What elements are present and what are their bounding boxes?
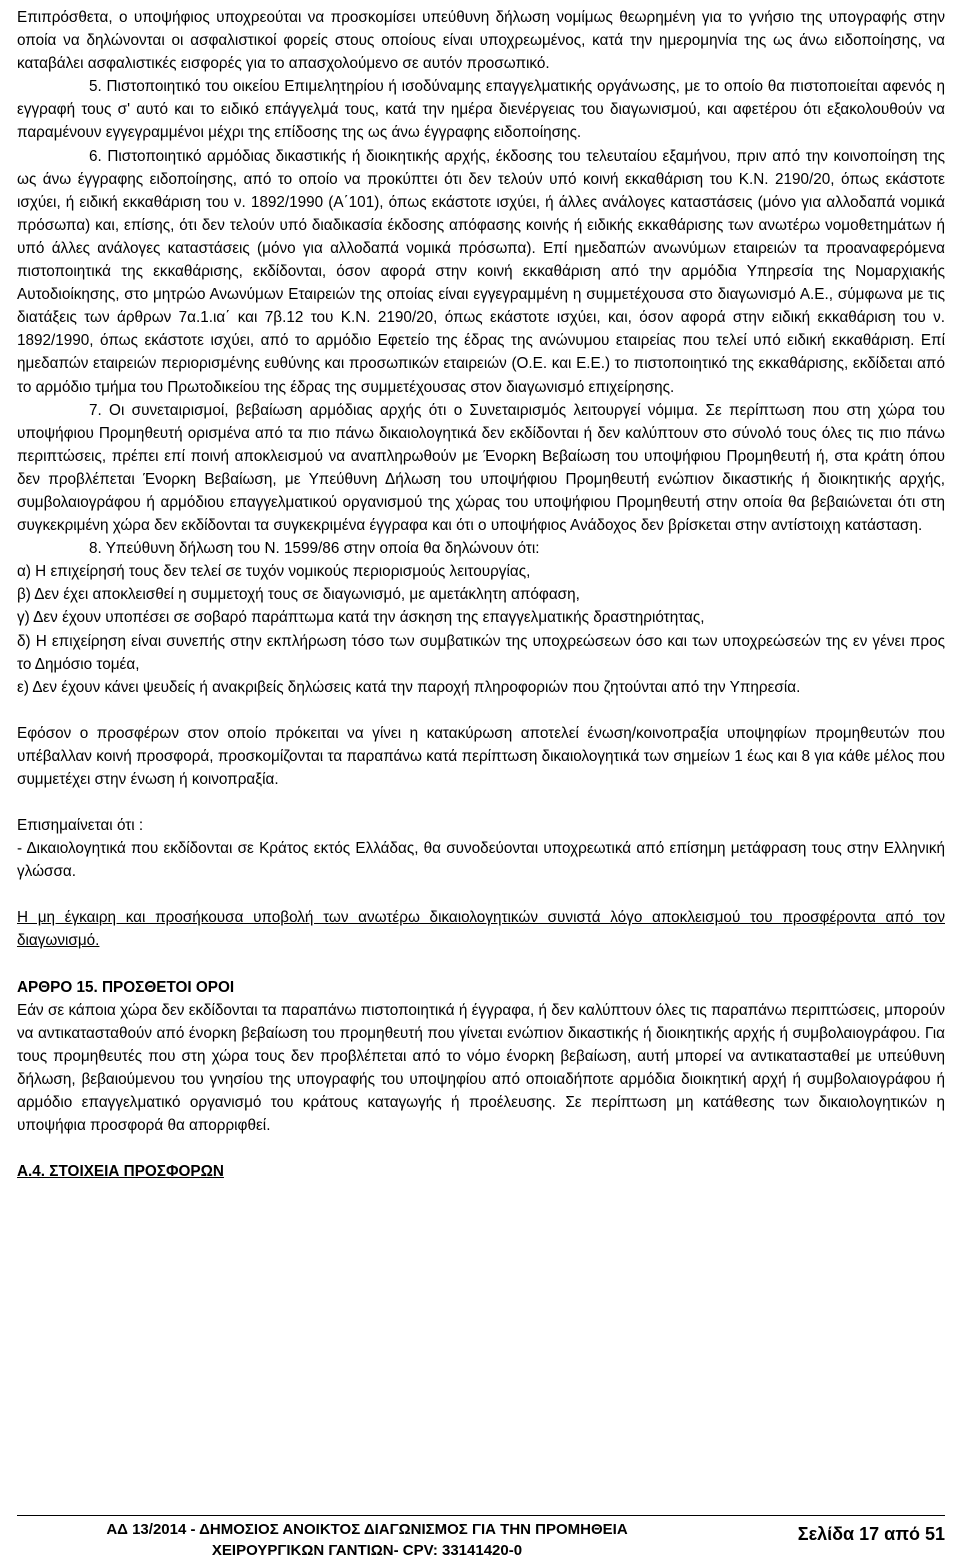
paragraph-item-6: 6. Πιστοποιητικό αρμόδιας δικαστικής ή διοικητικής αρχής, έκδοσης του τελευταίου εξαμήνου, πριν από την κοινοποίηση της ως άνω έγγραφης ειδοποίησης, από το οποίο να προκύπτει ότι δεν τελούν υπό κοινή εκκαθάριση του Κ.Ν. 2190/20, όπως εκάστοτε ισχύει, ή ειδική εκκαθάριση του ν. 1892/1990 (Α΄101), όπως εκάστοτε ισχύει, ή άλλες ανάλογες καταστάσεις (μόνο για αλλοδαπά νομικά πρόσωπα) και, επίσης, ότι δεν τελούν υπό διαδικασία έκδοσης απόφασης κοινής ή ειδικής εκκαθάρισης των ανωτέρω νομοθετημάτων ή υπό άλλες ανάλογες καταστάσεις (μόνο για αλλοδαπά νομικά πρόσωπα). Επί ημεδαπών ανωνύμων εταιρειών τα προαναφερόμενα πιστοποιητικά της εκκαθάρισης, εκδίδονται, όσον αφορά στην κοινή εκκαθάριση από την αρμόδια Υπηρεσία της Νομαρχιακής Αυτοδιοίκησης, στο μητρώο Ανωνύμων Εταιρειών της οποίας είναι εγγεγραμμένη η συμμετέχουσα στο διαγωνισμό Α.Ε., σύμφωνα με τις διατάξεις των άρθρων 7α.1.ια΄ και 7β.12 του Κ.Ν. 2190/20, όπως εκάστοτε ισχύει, και, όσον αφορά στην ειδική εκκαθάριση του ν. 1892/1990, όπως εκάστοτε ισχύει, από το αρμόδιο Εφετείο της έδρας της ανώνυμου εταιρείας που τελεί υπό ειδική εκκαθάριση. Επί ημεδαπών εταιρειών περιορισμένης ευθύνης και προσωπικών εταιρειών (Ο.Ε. και Ε.Ε.) το πιστοποιητικό της εκκαθάρισης, εκδίδεται από το αρμόδιο τμήμα του Πρωτοδικείου της έδρας της συμμετέχουσας στον διαγωνισμό επιχείρησης. (17, 147, 945, 396)
article-15-title: ΑΡΘΡΟ 15. ΠΡΟΣΘΕΤΟΙ ΟΡΟΙ (17, 978, 235, 996)
paragraph-item-7: 7. Οι συνεταιρισμοί, βεβαίωση αρμόδιας αρχής ότι ο Συνεταιρισμός λειτουργεί νόμιμα. Σε περίπτωση που στη χώρα του υποψήφιου Προμηθευτή ορισμένα από τα πιο πάνω δικαιολογητικά δεν εκδίδονται ή δεν καλύπτουν στο σύνολό τους όλες τις πιο πάνω περιπτώσεις, πρέπει επί ποινή αποκλεισμού να αναπληρωθούν με Ένορκη Βεβαίωση του υποψήφιου Προμηθευτή ή, στα κράτη όπου δεν προβλέπεται Ένορκη Βεβαίωση, με Υπεύθυνη Δήλωση του υποψήφιου Προμηθευτή ενώπιον δικαστικής ή διοικητικής αρχής, συμβολαιογράφου ή αρμόδιου επαγγελματικού οργανισμού της χώρας του υποψήφιου Προμηθευτή στην οποία θα βεβαιώνεται ότι στη συγκεκριμένη χώρα δεν εκδίδονται τα συγκεκριμένα έγγραφα και ότι ο υποψήφιος Ανάδοχος δεν βρίσκεται στην αντίστοιχη κατάσταση. (17, 401, 945, 535)
document-body (17, 6, 945, 1183)
list-item-8a: α) Η επιχείρησή τους δεν τελεί σε τυχόν νομικούς περιορισμούς λειτουργίας, (17, 563, 531, 581)
footer-line-2: ΧΕΙΡΟΥΡΓΙΚΩΝ ΓΑΝΤΙΩΝ- CPV: 33141420-0 (211, 1542, 523, 1559)
paragraph-item-5: 5. Πιστοποιητικό του οικείου Επιμελητηρίου ή ισοδύναμης επαγγελματικής οργάνωσης, με το οποίο θα πιστοποιείται αφενός η εγγραφή τους σ' αυτό και το ειδικό επάγγελμά τους, κατά την ημέρα διενέργειας του διαγωνισμού, και αφετέρου ότι εξακολουθούν να παραμένουν εγγεγραμμένοι μέχρι της επίδοσης της ως άνω έγγραφης ειδοποίησης. (17, 78, 945, 142)
note-text: - Δικαιολογητικά που εκδίδονται σε Κράτος εκτός Ελλάδας, θα συνοδεύονται υποχρεωτικά από επίσημη μετάφραση τους στην Ελληνική γλώσσα. (17, 840, 945, 881)
list-item-8b: β) Δεν έχει αποκλεισθεί η συμμετοχή τους σε διαγωνισμό, με αμετάκλητη απόφαση, (17, 586, 580, 604)
footer-line-1: ΑΔ 13/2014 - ΔΗΜΟΣΙΟΣ ΑΝΟΙΚΤΟΣ ΔΙΑΓΩΝΙΣΜΟΣ ΓΙΑ ΤΗΝ ΠΡΟΜΗΘΕΙΑ (106, 1521, 628, 1538)
footer-title (17, 1519, 717, 1561)
note-heading: Επισημαίνεται ότι : (17, 817, 144, 835)
section-a4-title: Α.4. ΣΤΟΙΧΕΙΑ ΠΡΟΣΦΟΡΩΝ (17, 1163, 224, 1181)
page-number: Σελίδα 17 από 51 (797, 1524, 945, 1544)
article-15-text: Εάν σε κάποια χώρα δεν εκδίδονται τα παραπάνω πιστοποιητικά ή έγγραφα, ή δεν καλύπτουν όλες τις παραπάνω περιπτώσεις, μπορούν να αντικατασταθούν από ένορκη βεβαίωση του προμηθευτή που γίνεται ενώπιον δικαστικής ή διοικητικής αρχής ή συμβολαιογράφου. Για τους προμηθευτές που στη χώρα τους δεν προβλέπεται από το νόμο ένορκη βεβαίωση, αυτή μπορεί να αντικατασταθεί με υπεύθυνη δήλωση, βεβαιούμενου του γνησίου της υπογραφής του υποψηφίου από οποιαδήποτε αρμόδια διοικητική αρχή ή συμβολαιογράφου ή αρμόδιο επαγγελματικό οργανισμό του κράτους καταγωγής ή προέλευσης. Σε περίπτωση μη κατάθεσης των δικαιολογητικών η υποψήφια προσφορά θα απορριφθεί. (17, 1001, 945, 1135)
page-footer (17, 1515, 945, 1562)
warning-text: Η μη έγκαιρη και προσήκουσα υποβολή των ανωτέρω δικαιολογητικών συνιστά λόγο αποκλεισμού του προσφέροντα από τον διαγωνισμό. (17, 909, 945, 950)
paragraph-intro: Επιπρόσθετα, ο υποψήφιος υποχρεούται να προσκομίσει υπεύθυνη δήλωση νομίμως θεωρημένη για το γνήσιο της υπογραφής στην οποία να δηλώνονται οι ασφαλιστικοί φορείς στους οποίους είναι υποχρεωμένος, κατά την ημερομηνία της ως άνω ειδοποίησης, να καταβάλει ασφαλιστικές εισφορές για το απασχολούμενο σε αυτόν προσωπικό. (17, 9, 945, 73)
paragraph-union: Εφόσον ο προσφέρων στον οποίο πρόκειται να γίνει η κατακύρωση αποτελεί ένωση/κοινοπραξία υποψηφίων προμηθευτών που υπέβαλλαν κοινή προσφορά, προσκομίζονται τα παραπάνω κατά περίπτωση δικαιολογητικά των σημείων 1 έως και 8 για κάθε μέλος που συμμετέχει στην ένωση ή κοινοπραξία. (17, 724, 945, 788)
list-item-8c: γ) Δεν έχουν υποπέσει σε σοβαρό παράπτωμα κατά την άσκηση της επαγγελματικής δραστηριότητας, (17, 609, 705, 627)
list-item-8d: δ) Η επιχείρηση είναι συνεπής στην εκπλήρωση τόσο των συμβατικών της υποχρεώσεων όσο και των υποχρεώσεών της εν γένει προς το Δημόσιο τομέα, (17, 632, 945, 673)
list-item-8e: ε) Δεν έχουν κάνει ψευδείς ή ανακριβείς δηλώσεις κατά την παροχή πληροφοριών που ζητούνται από την Υπηρεσία. (17, 678, 801, 696)
paragraph-item-8: 8. Υπεύθυνη δήλωση του Ν. 1599/86 στην οποία θα δηλώνουν ότι: (89, 540, 540, 558)
